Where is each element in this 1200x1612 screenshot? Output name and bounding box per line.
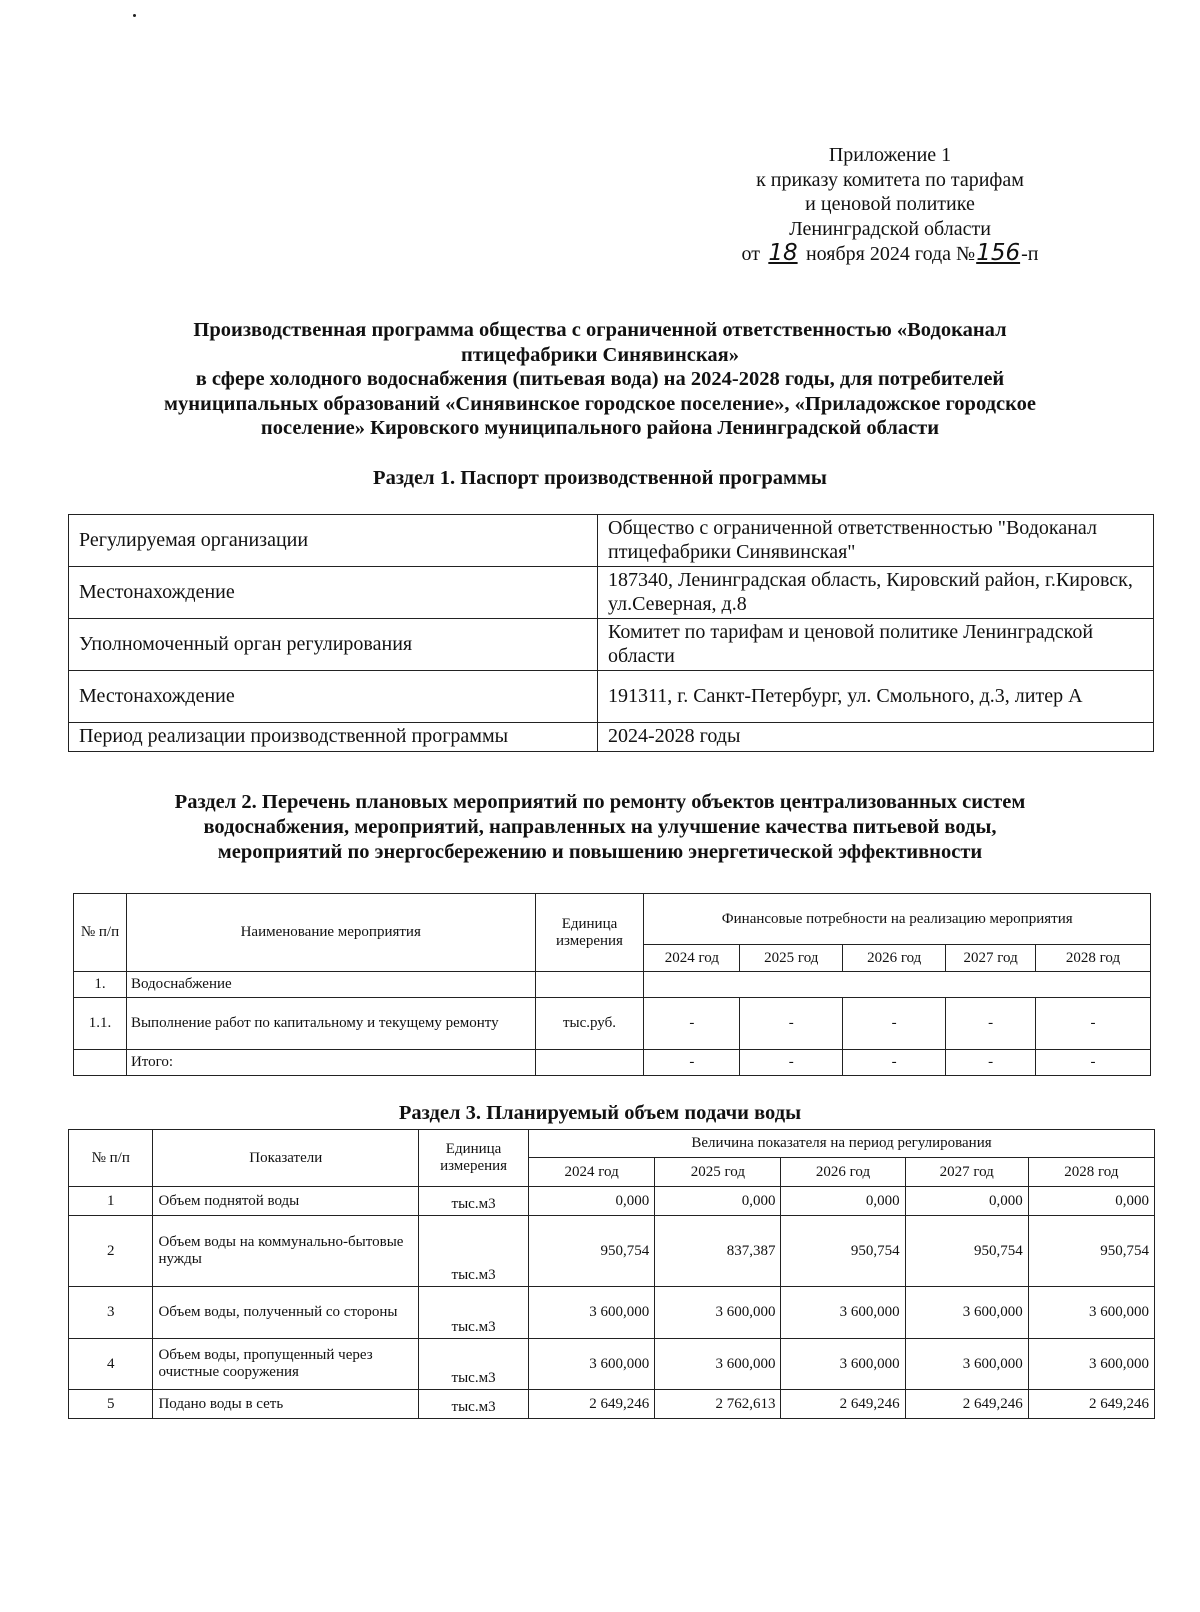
table-row [69, 1187, 1155, 1216]
col-header-year: 2027 год [905, 1158, 1028, 1187]
row-unit: тыс.руб. [535, 998, 644, 1050]
value-cell: - [1036, 998, 1151, 1050]
row-unit: тыс.м3 [419, 1390, 529, 1419]
value-cell: - [740, 1050, 843, 1076]
value-cell: 2 649,246 [905, 1390, 1028, 1419]
empty-cell [535, 972, 644, 998]
table-header-row [69, 1130, 1155, 1158]
table-row [74, 998, 1151, 1050]
table-row [69, 1287, 1155, 1339]
value-cell: 2 649,246 [1028, 1390, 1154, 1419]
row-name: Объем воды, пропущенный через очистные сооружения [153, 1339, 419, 1390]
table-row [69, 1216, 1155, 1287]
value-cell: 2 649,246 [781, 1390, 905, 1419]
value-cell: 950,754 [905, 1216, 1028, 1287]
handwritten-order-number: 156 [976, 240, 1021, 266]
col-header-year: 2024 год [529, 1158, 655, 1187]
title-line: Производственная программа общества с ограниченной ответственностью «Водоканал [193, 319, 1007, 341]
value-cell: 3 600,000 [905, 1339, 1028, 1390]
title-line: птицефабрики Синявинская» [461, 343, 739, 366]
row-num: 1 [69, 1187, 153, 1216]
value-cell: 0,000 [529, 1187, 655, 1216]
section3-heading: Раздел 3. Планируемый объем подачи воды [398, 1102, 802, 1124]
empty-cell [74, 1050, 127, 1076]
value-cell: 3 600,000 [655, 1339, 781, 1390]
appendix-line: Приложение 1 [828, 144, 952, 166]
handwritten-day: 18 [768, 240, 798, 266]
col-header-year: 2028 год [1028, 1158, 1154, 1187]
title-line: поселение» Кировского муниципального района Ленинградской области [260, 417, 940, 439]
row-name: Объем поднятой воды [153, 1187, 419, 1216]
table-row [69, 1339, 1155, 1390]
row-unit: тыс.м3 [419, 1287, 529, 1339]
row-num: 2 [69, 1216, 153, 1287]
table-row [69, 619, 1154, 671]
passport-table [68, 514, 1154, 752]
table-row [69, 723, 1154, 752]
col-header-year: 2026 год [781, 1158, 905, 1187]
row-num: 3 [69, 1287, 153, 1339]
appendix-line: к приказу комитета по тарифам [756, 168, 1024, 191]
value-cell: 3 600,000 [655, 1287, 781, 1339]
heading-line: мероприятий по энергосбережению и повышению энергетической эффективности [217, 841, 983, 863]
row-unit: тыс.м3 [419, 1187, 529, 1216]
col-header-financial: Финансовые потребности на реализацию мероприятия [644, 894, 1151, 945]
value-cell: 3 600,000 [905, 1287, 1028, 1339]
value-cell: - [740, 998, 843, 1050]
value-cell: 3 600,000 [781, 1287, 905, 1339]
water-supply-table [68, 1129, 1155, 1419]
value-cell: 0,000 [781, 1187, 905, 1216]
col-header-year: 2024 год [644, 945, 740, 972]
value-cell: - [644, 1050, 740, 1076]
col-header-year: 2025 год [740, 945, 843, 972]
row-name: Водоснабжение [126, 972, 535, 998]
table-row [69, 671, 1154, 723]
table-row [69, 1390, 1155, 1419]
row-name: Объем воды, полученный со стороны [153, 1287, 419, 1339]
passport-value: Общество с ограниченной ответственностью "Водоканал птицефабрики Синявинская" [598, 515, 1154, 567]
value-cell: - [1036, 1050, 1151, 1076]
value-cell: - [843, 1050, 946, 1076]
passport-label: Местонахождение [69, 671, 598, 723]
date-prefix: от [741, 243, 760, 265]
value-cell: 950,754 [529, 1216, 655, 1287]
order-date-line [700, 241, 1080, 267]
table-header-row [74, 894, 1151, 945]
section1-heading: Раздел 1. Паспорт производственной программы [373, 467, 827, 489]
col-header-period: Величина показателя на период регулирования [529, 1130, 1155, 1158]
row-num: 1.1. [74, 998, 127, 1050]
value-cell: - [644, 998, 740, 1050]
appendix-header [700, 143, 1080, 267]
row-num: 1. [74, 972, 127, 998]
value-cell: 2 762,613 [655, 1390, 781, 1419]
empty-cell [535, 1050, 644, 1076]
measures-table [73, 893, 1151, 1076]
passport-value: Комитет по тарифам и ценовой политике Ленинградской области [598, 619, 1154, 671]
col-header-unit: Единица измерения [535, 894, 644, 972]
appendix-line: и ценовой политике [805, 193, 975, 215]
passport-label: Местонахождение [69, 567, 598, 619]
appendix-line: Ленинградской области [789, 217, 991, 240]
value-cell: 3 600,000 [781, 1339, 905, 1390]
row-name: Объем воды на коммунально-бытовые нужды [153, 1216, 419, 1287]
value-cell: 3 600,000 [1028, 1287, 1154, 1339]
passport-value: 2024-2028 годы [598, 723, 1154, 752]
date-rest: ноября 2024 года № [805, 243, 976, 265]
value-cell: - [843, 998, 946, 1050]
table-row [74, 972, 1151, 998]
col-header-unit: Единица измерения [419, 1130, 529, 1187]
title-line: муниципальных образований «Синявинское городское поселение», «Приладожское городское [164, 392, 1036, 415]
value-cell: 950,754 [781, 1216, 905, 1287]
heading-line: водоснабжения, мероприятий, направленных на улучшение качества питьевой воды, [203, 816, 997, 838]
col-header-year: 2025 год [655, 1158, 781, 1187]
value-cell: 3 600,000 [1028, 1339, 1154, 1390]
heading-line: Раздел 2. Перечень плановых мероприятий по ремонту объектов централизованных систем [174, 791, 1026, 813]
row-name: Итого: [126, 1050, 535, 1076]
passport-label: Период реализации производственной программы [69, 723, 598, 752]
row-name: Выполнение работ по капитальному и текущему ремонту [126, 998, 535, 1050]
row-unit: тыс.м3 [419, 1216, 529, 1287]
row-num: 4 [69, 1339, 153, 1390]
col-header-year: 2028 год [1036, 945, 1151, 972]
row-unit: тыс.м3 [419, 1339, 529, 1390]
value-cell: 0,000 [905, 1187, 1028, 1216]
value-cell: 2 649,246 [529, 1390, 655, 1419]
section2-heading [60, 790, 1140, 865]
passport-label: Регулируемая организации [69, 515, 598, 567]
passport-value: 191311, г. Санкт-Петербург, ул. Смольного, д.3, литер А [598, 671, 1154, 723]
col-header-year: 2027 год [946, 945, 1036, 972]
col-header-name: Наименование мероприятия [126, 894, 535, 972]
value-cell: 3 600,000 [529, 1339, 655, 1390]
value-cell: 0,000 [1028, 1187, 1154, 1216]
value-cell: - [946, 1050, 1036, 1076]
document-title [80, 318, 1120, 441]
scan-speck [133, 14, 136, 17]
col-header-num: № п/п [74, 894, 127, 972]
value-cell: 3 600,000 [529, 1287, 655, 1339]
value-cell: 0,000 [655, 1187, 781, 1216]
col-header-name: Показатели [153, 1130, 419, 1187]
value-cell: 837,387 [655, 1216, 781, 1287]
value-cell: - [946, 998, 1036, 1050]
row-name: Подано воды в сеть [153, 1390, 419, 1419]
table-row [69, 567, 1154, 619]
col-header-num: № п/п [69, 1130, 153, 1187]
value-cell: 950,754 [1028, 1216, 1154, 1287]
empty-cell [644, 972, 1151, 998]
table-row [69, 515, 1154, 567]
title-line: в сфере холодного водоснабжения (питьевая вода) на 2024-2028 годы, для потребителей [195, 368, 1005, 390]
order-suffix: -п [1021, 243, 1039, 265]
passport-label: Уполномоченный орган регулирования [69, 619, 598, 671]
table-row-total [74, 1050, 1151, 1076]
passport-value: 187340, Ленинградская область, Кировский район, г.Кировск, ул.Северная, д.8 [598, 567, 1154, 619]
col-header-year: 2026 год [843, 945, 946, 972]
row-num: 5 [69, 1390, 153, 1419]
